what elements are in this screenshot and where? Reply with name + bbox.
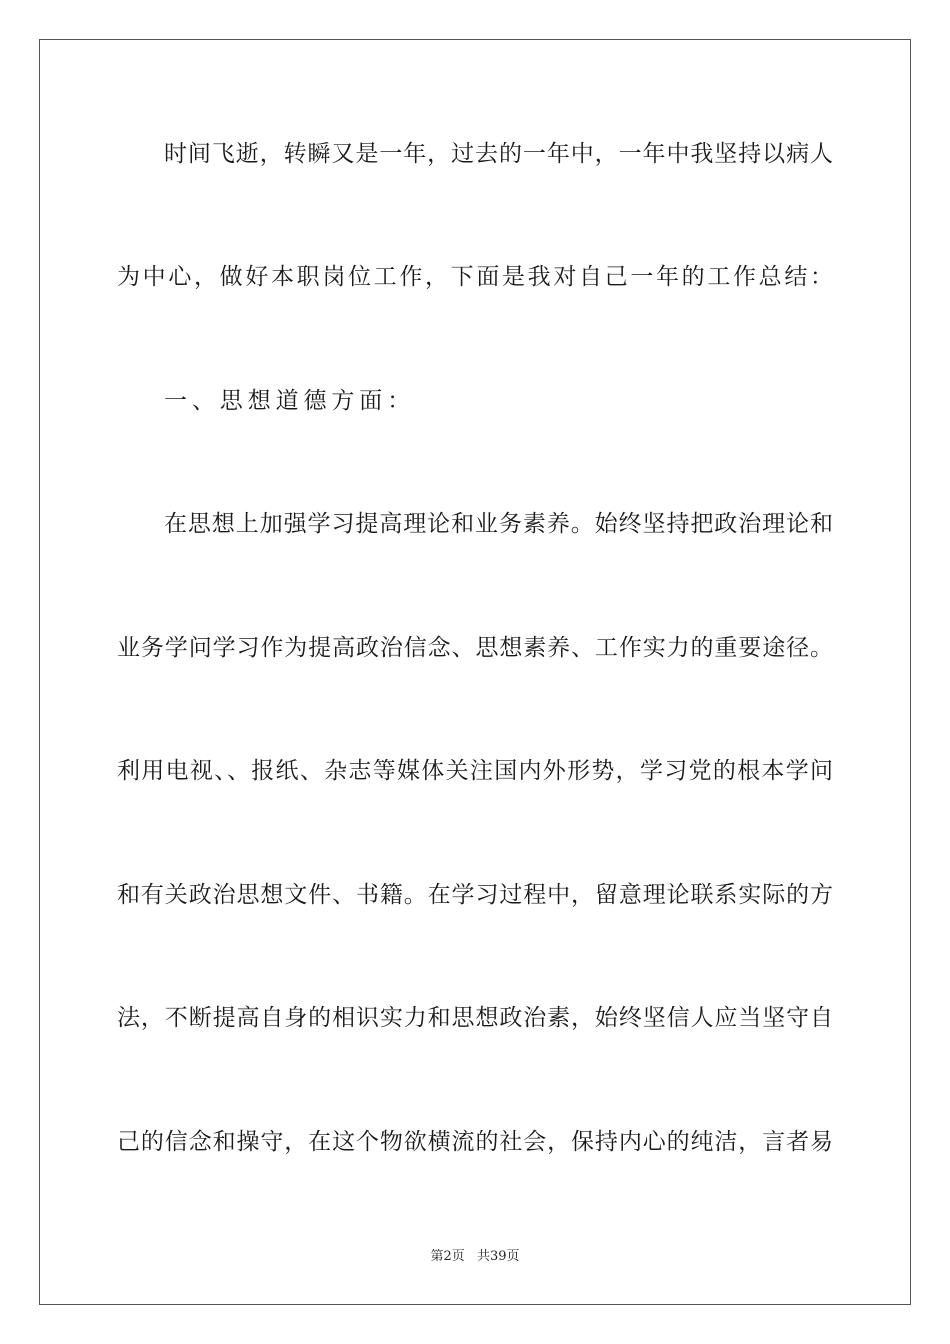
paragraph-2-line-1: 在思想上加强学习提高理论和业务素养。始终坚持把政治理论和	[164, 511, 833, 537]
paragraph-1-line-1: 时间飞逝，转瞬又是一年，过去的一年中，一年中我坚持以病人	[164, 141, 833, 167]
section-heading: 一、思想道德方面：	[164, 388, 416, 414]
paragraph-1-line-2: 为中心，做好本职岗位工作，下面是我对自己一年的工作总结：	[117, 264, 833, 290]
paragraph-2-line-2: 业务学问学习作为提高政治信念、思想素养、工作实力的重要途径。	[117, 635, 833, 661]
page-total: 共39页	[476, 1249, 520, 1264]
paragraph-2-line-5: 法，不断提高自身的相识实力和思想政治素，始终坚信人应当坚守自	[117, 1005, 833, 1031]
paragraph-2-line-4: 和有关政治思想文件、书籍。在学习过程中，留意理论联系实际的方	[117, 882, 833, 908]
page-footer	[0, 1248, 950, 1266]
page-number: 第2页	[430, 1249, 465, 1264]
page-frame	[39, 39, 911, 1305]
paragraph-2-line-3: 利用电视、、报纸、杂志等媒体关注国内外形势，学习党的根本学问	[117, 758, 833, 784]
paragraph-2-line-6: 己的信念和操守，在这个物欲横流的社会，保持内心的纯洁，言者易	[117, 1129, 833, 1155]
